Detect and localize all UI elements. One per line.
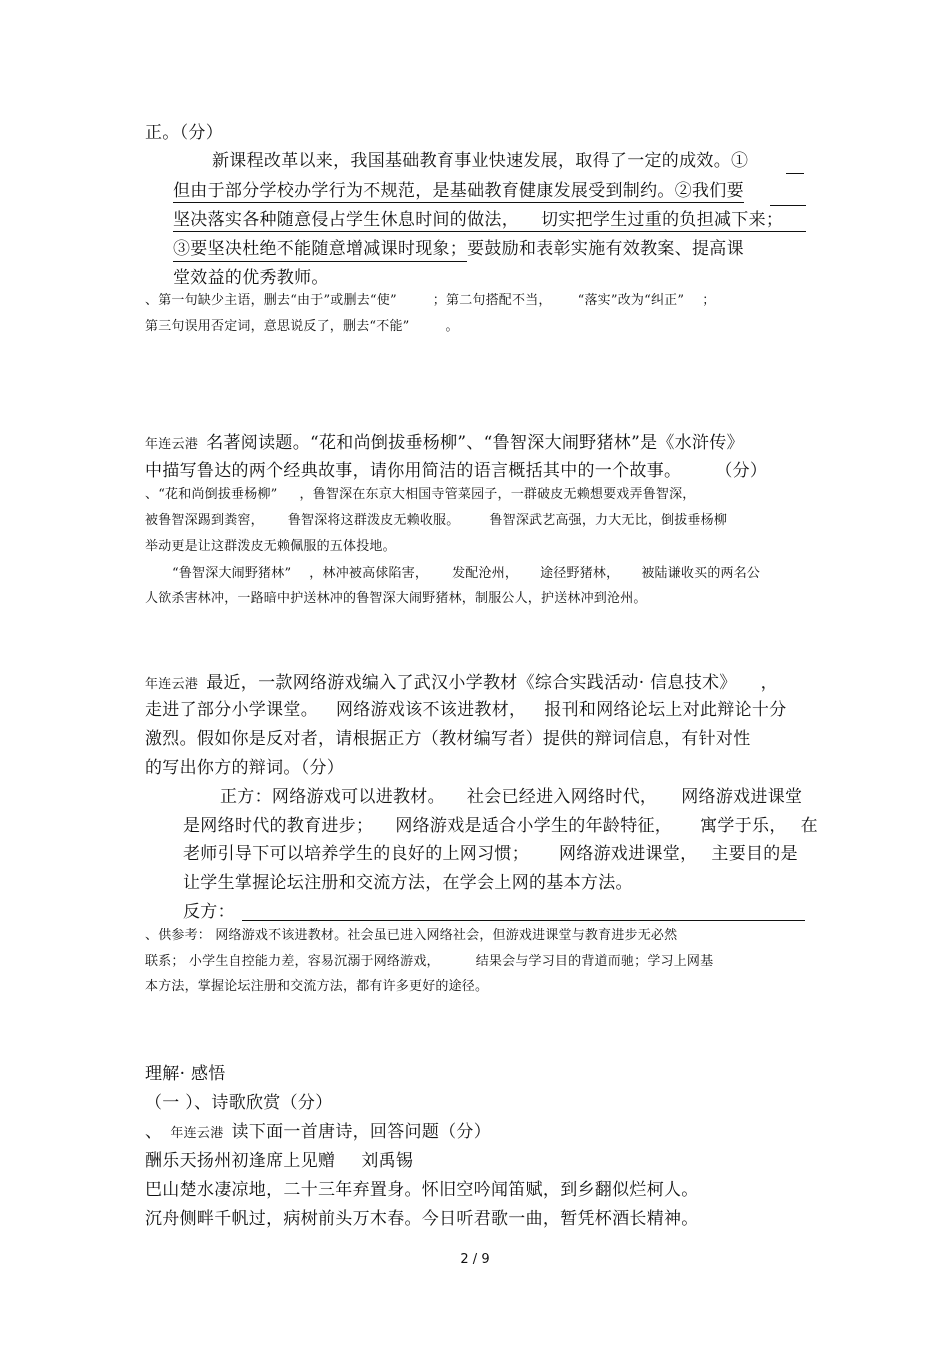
continued-text: 正。（分） [145, 123, 223, 143]
q3-pro-line-2: 是网络时代的教育进步； 网络游戏是适合小学生的年龄特征， 寓学于乐， 在 [183, 816, 818, 836]
q3-prompt-line-3: 激烈。假如你是反对者，请根据正方（教材编写者）提供的辩词信息，有针对性 [145, 729, 751, 749]
subsection-title: （一 ）、诗歌欣赏（分） [145, 1093, 333, 1113]
q3-pro-line-4: 让学生掌握论坛注册和交流方法，在学会上网的基本方法。 [183, 873, 633, 893]
q1-passage-line-3: 坚决落实各种随意侵占学生休息时间的做法， 切实把学生过重的负担减下来； [173, 212, 806, 232]
poem-line-2: 沉舟侧畔千帆过，病树前头万木春。今日听君歌一曲，暂凭杯酒长精神。 [145, 1209, 699, 1229]
page-number: 2 / 9 [460, 1252, 490, 1267]
q2-answer-line-5: 人欲杀害林冲，一路暗中护送林冲的鲁智深大闹野猪林，制服公人，护送林冲到沧州。 [145, 591, 647, 606]
q2-source-tag: 年连云港 [145, 437, 199, 452]
q3-answer-line-1: 、供参考： 网络游戏不该进教材。社会虽已进入网络社会，但游戏进课堂与教育进步无必然 [145, 928, 678, 943]
poem-line-1: 巴山楚水凄凉地，二十三年弃置身。怀旧空吟闻笛赋，到乡翻似烂柯人。 [145, 1180, 699, 1200]
section-title: 理解· 感悟 [145, 1064, 226, 1084]
q3-answer-line-3: 本方法，掌握论坛注册和交流方法，都有许多更好的途径。 [145, 979, 489, 994]
q1-underline-extension [770, 205, 806, 206]
q1-answer-line-2: 第三句误用否定词，意思说反了，删去“不能” 。 [145, 319, 459, 334]
q3-con-label: 反方： [183, 902, 235, 922]
q1-answer-line-1: 、第一句缺少主语，删去“由于”或删去“使” ；第二句搭配不当， “落实”改为“纠正” ； [145, 293, 716, 308]
q3-prompt-line-1: 年连云港 最近，一款网络游戏编入了武汉小学教材《综合实践活动· 信息技术》 ， [145, 673, 778, 693]
q1-underline-blank [786, 173, 804, 174]
q3-answer-line-2: 联系； 小学生自控能力差，容易沉溺于网络游戏， 结果会与学习目的背道而驰；学习上网基 [145, 954, 714, 969]
poem-author: 刘禹锡 [361, 1151, 414, 1171]
q3-pro-line-3: 老师引导下可以培养学生的良好的上网习惯； 网络游戏进课堂， 主要目的是 [183, 844, 798, 864]
poem-heading [145, 1153, 413, 1170]
poem-question: 、 年连云港 读下面一首唐诗，回答问题（分） [145, 1122, 492, 1142]
q1-passage-line-4: ③要坚决杜绝不能随意增减课时现象；要鼓励和表彰实施有效教案、提高课 [173, 241, 744, 258]
q3-source-tag: 年连云港 [145, 677, 199, 692]
q1-passage-line-2: 但由于部分学校办学行为不规范，是基础教育健康发展受到制约。②我们要 [173, 181, 744, 201]
q3-pro-line-1: 正方：网络游戏可以进教材。 社会已经进入网络时代， 网络游戏进课堂 [220, 787, 803, 807]
q2-prompt-line-1: 年连云港 名著阅读题。“花和尚倒拔垂杨柳”、“鲁智深大闹野猪林”是《水浒传》 [145, 433, 744, 453]
poem-source-tag: 年连云港 [170, 1126, 224, 1141]
q3-prompt-line-2: 走进了部分小学课堂。 网络游戏该不该进教材， 报刊和网络论坛上对此辩论十分 [145, 700, 787, 720]
q2-answer-line-3: 举动更是让这群泼皮无赖佩服的五体投地。 [145, 539, 396, 554]
poem-title: 酬乐天扬州初逢席上见赠 [145, 1151, 336, 1171]
q2-answer-line-2: 被鲁智深踢到粪窖， 鲁智深将这群泼皮无赖收服。 鲁智深武艺高强，力大无比，倒拔垂杨柳 [145, 513, 728, 528]
q2-prompt-line-2: 中描写鲁达的两个经典故事，请你用简洁的语言概括其中的一个故事。 （分） [145, 461, 768, 481]
q3-prompt-line-4: 的写出你方的辩词。（分） [145, 758, 345, 778]
q2-answer-line-1: 、“花和尚倒拔垂杨柳” ，鲁智深在东京大相国寺管菜园子，一群破皮无赖想要戏弄鲁智深， [145, 487, 696, 502]
q2-answer-line-4: “鲁智深大闹野猪林” ，林冲被高俅陷害， 发配沧州， 途径野猪林， 被陆谦收买的两名公 [172, 566, 761, 581]
q3-answer-blank-line [242, 920, 805, 921]
q1-passage-line-5: 堂效益的优秀教师。 [173, 268, 329, 288]
q1-passage-line-1: 新课程改革以来，我国基础教育事业快速发展，取得了一定的成效。① [212, 151, 749, 171]
